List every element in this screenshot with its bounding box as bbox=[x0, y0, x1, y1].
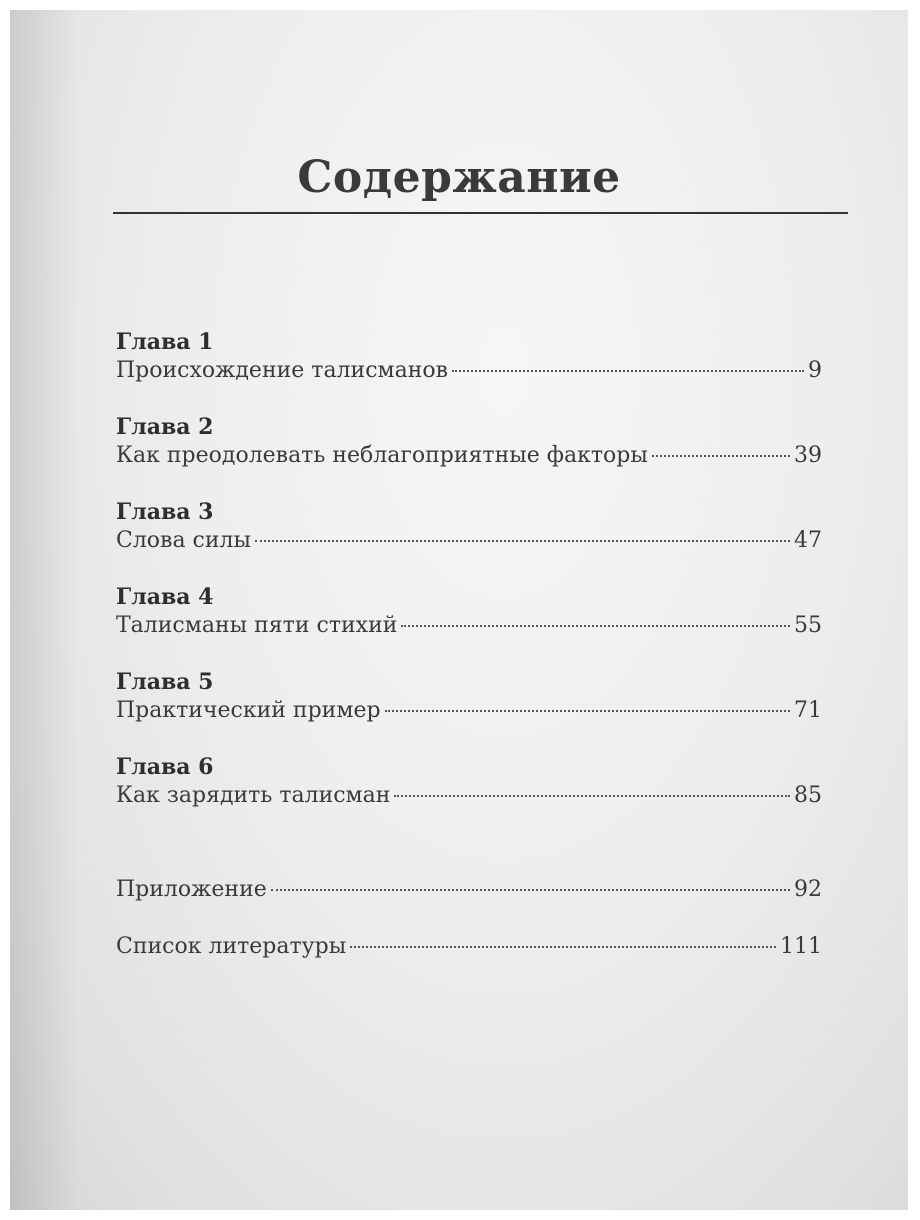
page-number: 92 bbox=[794, 877, 822, 902]
dot-leader bbox=[401, 625, 790, 627]
page-number: 55 bbox=[794, 613, 822, 638]
chapter-title: Происхождение талисманов bbox=[116, 358, 449, 383]
chapter-title: Слова силы bbox=[116, 528, 252, 553]
book-page bbox=[10, 10, 908, 1210]
chapter-label: Глава 2 bbox=[116, 414, 214, 440]
chapter-title: Талисманы пяти стихий bbox=[116, 613, 398, 638]
chapter-label: Глава 1 bbox=[116, 329, 214, 355]
chapter-title: Как преодолевать неблагоприятные факторы bbox=[116, 443, 648, 468]
page-title: Содержание bbox=[297, 152, 621, 203]
chapter-label: Глава 3 bbox=[116, 499, 214, 525]
page-number: 71 bbox=[794, 698, 822, 723]
toc-entry bbox=[116, 781, 822, 811]
toc-entry bbox=[116, 875, 822, 905]
toc-chapter-1 bbox=[116, 328, 822, 386]
toc-entry bbox=[116, 441, 822, 471]
chapter-label: Глава 4 bbox=[116, 584, 214, 610]
toc-chapter-4 bbox=[116, 583, 822, 641]
toc-chapter-3 bbox=[116, 498, 822, 556]
toc-entry bbox=[116, 696, 822, 726]
chapter-title: Как зарядить талисман bbox=[116, 783, 391, 808]
toc-back-matter-appendix bbox=[116, 875, 822, 905]
dot-leader bbox=[350, 946, 776, 948]
dot-leader bbox=[255, 540, 790, 542]
chapter-label: Глава 6 bbox=[116, 754, 214, 780]
toc-chapter-6 bbox=[116, 753, 822, 811]
entry-title: Приложение bbox=[116, 877, 267, 902]
entry-title: Список литературы bbox=[116, 934, 347, 959]
page-number: 111 bbox=[780, 934, 822, 959]
page-number: 47 bbox=[794, 528, 822, 553]
page-number: 85 bbox=[794, 783, 822, 808]
title-underline bbox=[113, 212, 848, 214]
dot-leader bbox=[652, 455, 790, 457]
dot-leader bbox=[452, 370, 804, 372]
chapter-title: Практический пример bbox=[116, 698, 381, 723]
page-number: 39 bbox=[794, 443, 822, 468]
table-of-contents bbox=[116, 328, 822, 838]
toc-entry bbox=[116, 932, 822, 962]
toc-chapter-2 bbox=[116, 413, 822, 471]
dot-leader bbox=[394, 795, 790, 797]
dot-leader bbox=[385, 710, 790, 712]
chapter-label: Глава 5 bbox=[116, 669, 214, 695]
page-number: 9 bbox=[808, 358, 822, 383]
toc-entry bbox=[116, 356, 822, 386]
toc-chapter-5 bbox=[116, 668, 822, 726]
dot-leader bbox=[271, 889, 790, 891]
toc-entry bbox=[116, 611, 822, 641]
toc-back-matter-bibliography bbox=[116, 932, 822, 962]
toc-entry bbox=[116, 526, 822, 556]
